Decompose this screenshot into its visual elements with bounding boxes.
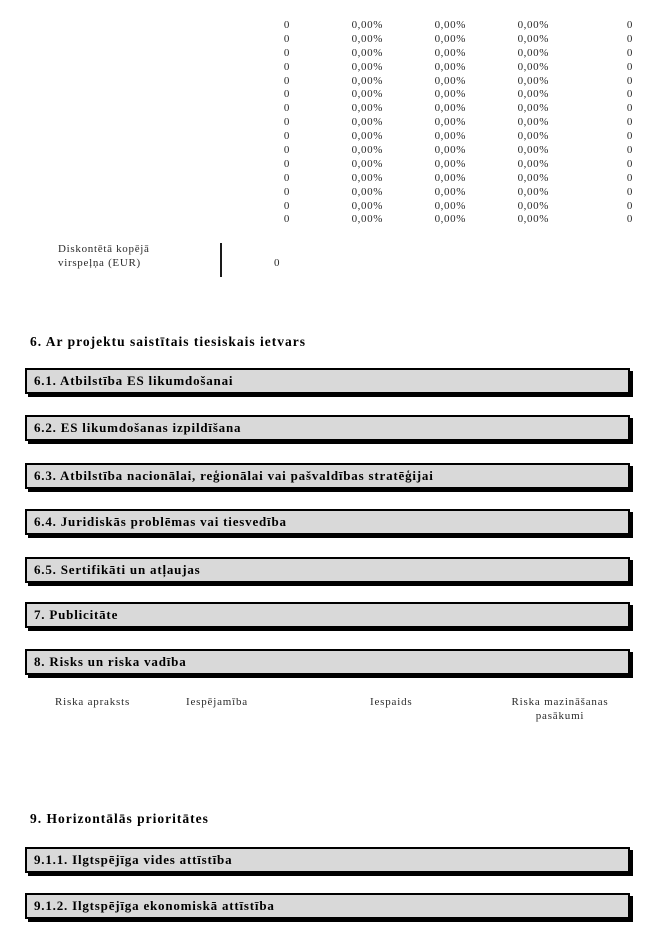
table-cell: 0,00% — [517, 185, 549, 198]
table-cell: 0,00% — [434, 19, 466, 31]
section-bar-6-2 — [25, 415, 630, 441]
table-cell: 0,00% — [434, 116, 466, 129]
section-bar-6-4 — [25, 509, 630, 535]
summary-divider-line — [220, 243, 222, 277]
section-bar-label: 9.1.1. Ilgtspējīga vides attīstība — [34, 852, 233, 867]
table-cell: 0 — [626, 60, 633, 73]
table-cell: 0,00% — [517, 74, 549, 87]
table-cell: 0 — [626, 144, 633, 157]
table-cell: 0,00% — [434, 157, 466, 170]
section-bar-label: 6.3. Atbilstība nacionālai, reģionālai vai pašvaldības stratēģijai — [34, 468, 434, 483]
table-cell: 0,00% — [434, 60, 466, 73]
table-cell: 0,00% — [517, 32, 549, 45]
table-cell: 0,00% — [517, 171, 549, 184]
section-bar-label: 9.1.2. Ilgtspējīga ekonomiskā attīstība — [34, 898, 275, 913]
table-cell: 0 — [283, 46, 290, 59]
table-cell: 0,00% — [434, 144, 466, 157]
table-cell: 0,00% — [351, 199, 383, 212]
table-cell: 0 — [283, 144, 290, 157]
table-cell: 0 — [626, 46, 633, 59]
section-bar-label: 6.2. ES likumdošanas izpildīšana — [34, 420, 242, 435]
table-cell: 0 — [283, 102, 290, 115]
table-cell: 0 — [283, 74, 290, 87]
table-cell: 0,00% — [517, 116, 549, 129]
table-cell: 0 — [283, 116, 290, 129]
section-bar-6-5 — [25, 557, 630, 583]
table-cell: 0,00% — [351, 185, 383, 198]
table-cell: 0 — [283, 19, 290, 31]
table-row — [240, 172, 633, 186]
table-cell: 0 — [283, 213, 290, 226]
table-row — [240, 116, 633, 130]
table-cell: 0,00% — [517, 130, 549, 143]
section-bar-label: 7. Publicitāte — [34, 607, 119, 622]
table-cell: 0,00% — [351, 171, 383, 184]
section-bar-label: 6.4. Juridiskās problēmas vai tiesvedība — [34, 514, 287, 529]
table-cell: 0,00% — [434, 171, 466, 184]
table-cell: 0,00% — [351, 19, 383, 31]
table-cell: 0 — [626, 130, 633, 143]
section-bar-label: 6.1. Atbilstība ES likumdošanai — [34, 373, 234, 388]
table-cell: 0,00% — [351, 88, 383, 101]
table-cell: 0 — [626, 32, 633, 45]
table-cell: 0,00% — [434, 130, 466, 143]
table-row — [240, 75, 633, 89]
table-cell: 0,00% — [351, 157, 383, 170]
table-cell: 0,00% — [517, 60, 549, 73]
table-row — [240, 130, 633, 144]
table-cell: 0,00% — [517, 213, 549, 226]
table-row — [240, 200, 633, 214]
table-cell: 0,00% — [434, 32, 466, 45]
section-bar-6-3 — [25, 463, 630, 489]
table-cell: 0,00% — [351, 130, 383, 143]
table-cell: 0,00% — [434, 213, 466, 226]
table-row — [240, 47, 633, 61]
table-cell: 0 — [626, 102, 633, 115]
table-cell: 0,00% — [351, 102, 383, 115]
section-bar-label: 8. Risks un riska vadība — [34, 654, 187, 669]
table-row — [240, 33, 633, 47]
table-row — [240, 144, 633, 158]
table-cell: 0,00% — [434, 102, 466, 115]
table-cell: 0 — [283, 60, 290, 73]
risk-table-header-iespejamiba: Iespējamība — [186, 696, 248, 708]
table-cell: 0 — [283, 157, 290, 170]
table-cell: 0,00% — [434, 88, 466, 101]
table-row — [240, 186, 633, 200]
section-bar-9-1-2 — [25, 893, 630, 919]
table-cell: 0,00% — [434, 185, 466, 198]
risk-table-header-apraksts: Riska apraksts — [55, 696, 131, 708]
table-cell: 0 — [283, 32, 290, 45]
table-cell: 0 — [626, 185, 633, 198]
table-cell: 0,00% — [517, 19, 549, 31]
table-cell: 0 — [626, 157, 633, 170]
section-bar-label: 6.5. Sertifikāti un atļaujas — [34, 562, 201, 577]
risk-table-header-mazinasanas: Riska mazināšanas pasākumi — [511, 696, 609, 722]
section-bar-6-1 — [25, 368, 630, 394]
table-cell: 0 — [626, 116, 633, 129]
table-cell: 0,00% — [351, 116, 383, 129]
section-bar-7 — [25, 602, 630, 628]
table-row — [240, 213, 633, 227]
table-cell: 0,00% — [351, 60, 383, 73]
discounted-surplus-label: Diskontētā kopējā virspeļņa (EUR) — [58, 243, 150, 269]
table-cell: 0,00% — [517, 157, 549, 170]
table-row — [240, 61, 633, 75]
table-cell: 0 — [283, 171, 290, 184]
table-cell: 0 — [283, 88, 290, 101]
table-cell: 0,00% — [517, 102, 549, 115]
section-9-heading: 9. Horizontālās prioritātes — [30, 811, 209, 826]
table-cell: 0,00% — [517, 199, 549, 212]
table-cell: 0 — [626, 171, 633, 184]
table-cell: 0 — [626, 19, 633, 31]
financial-table — [240, 19, 633, 227]
table-cell: 0,00% — [434, 46, 466, 59]
table-cell: 0,00% — [351, 32, 383, 45]
table-cell: 0,00% — [517, 88, 549, 101]
section-bar-8 — [25, 649, 630, 675]
table-row — [240, 19, 633, 33]
table-cell: 0,00% — [351, 74, 383, 87]
table-row — [240, 88, 633, 102]
discounted-surplus-value: 0 — [274, 257, 281, 269]
table-row — [240, 158, 633, 172]
table-cell: 0 — [283, 185, 290, 198]
table-cell: 0 — [626, 74, 633, 87]
table-cell: 0 — [626, 213, 633, 226]
table-cell: 0 — [283, 130, 290, 143]
section-bar-9-1-1 — [25, 847, 630, 873]
table-cell: 0 — [626, 199, 633, 212]
table-cell: 0,00% — [351, 213, 383, 226]
table-cell: 0,00% — [434, 199, 466, 212]
table-cell: 0,00% — [434, 74, 466, 87]
risk-table-header-iespaids: Iespaids — [370, 696, 413, 708]
table-cell: 0 — [626, 88, 633, 101]
table-cell: 0,00% — [517, 144, 549, 157]
section-6-heading: 6. Ar projektu saistītais tiesiskais ietvars — [30, 334, 307, 349]
table-cell: 0,00% — [517, 46, 549, 59]
table-row — [240, 102, 633, 116]
table-cell: 0 — [283, 199, 290, 212]
table-cell: 0,00% — [351, 144, 383, 157]
table-cell: 0,00% — [351, 46, 383, 59]
